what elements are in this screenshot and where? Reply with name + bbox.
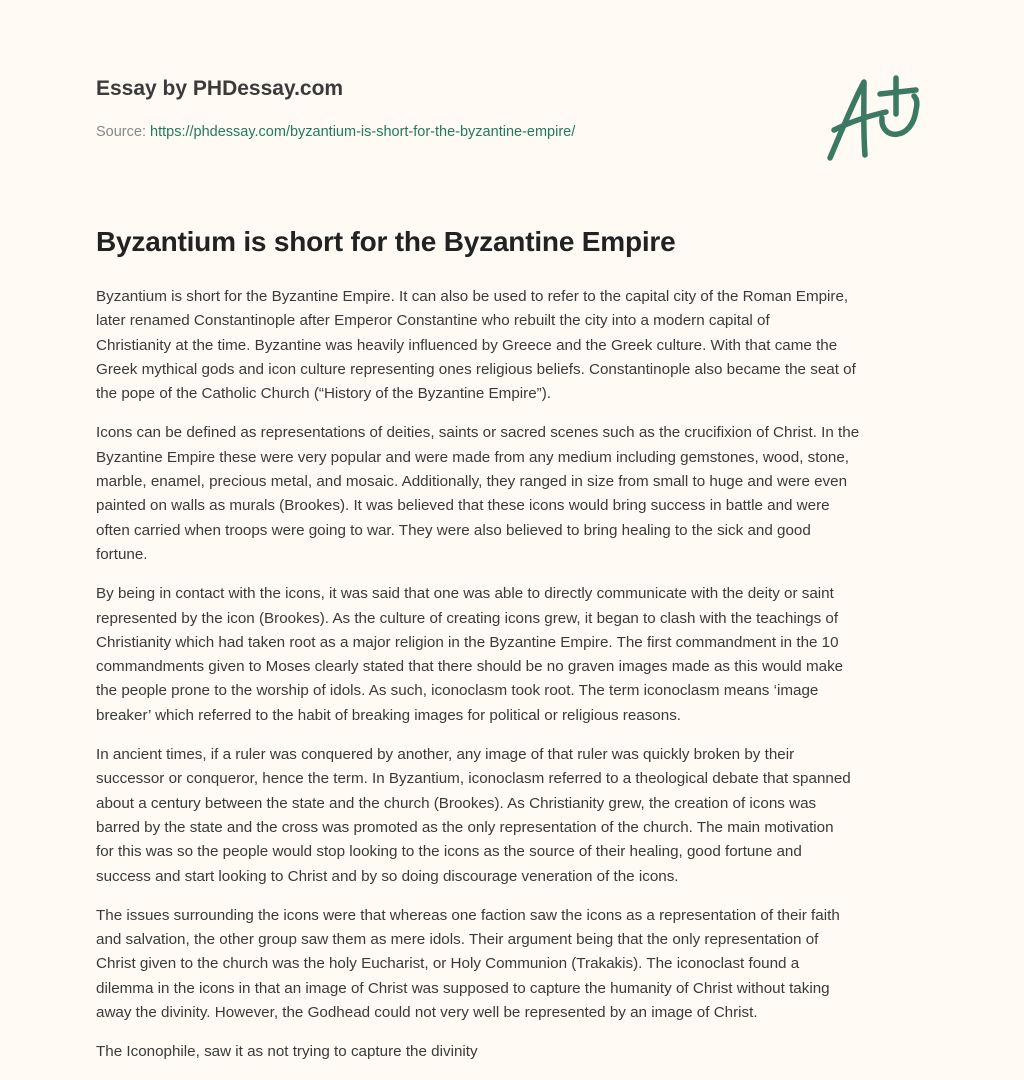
paragraph-line: By being in contact with the icons, it was said that one was able to directly communicate with the deity or saint: [96, 585, 834, 603]
essay-body: [96, 285, 936, 1080]
paragraph-line: commandments given to Moses clearly stated that there should be no graven images made as this would make: [96, 658, 844, 676]
essay-paragraph: [96, 285, 936, 406]
paragraph-line: painted on walls as murals (Brookes). It was believed that these icons would bring success in battle and were: [96, 497, 830, 515]
paragraph-line: dilemma in the icons in that an image of Christ was supposed to capture the humanity of Christ without taking: [96, 979, 830, 997]
paragraph-line: successor or conqueror, hence the term. In Byzantium, iconoclasm referred to a theological debate that spanned: [96, 770, 851, 788]
paragraph-line: Byzantine Empire these were very popular and were made from any medium including gemstones, wood, stone,: [96, 448, 850, 466]
paragraph-line: marble, enamel, precious metal, and mosaic. Additionally, they ranged in size from small to huge and were even: [96, 473, 848, 491]
paragraph-line: Byzantium is short for the Byzantine Empire. It can also be used to refer to the capital city of the Roman Empire,: [96, 288, 849, 305]
paragraph-line: Christianity at the time. Byzantine was heavily influenced by Greece and the Greek culture. With that came the: [96, 336, 838, 354]
paragraph-line: Christ given to the church was the holy Eucharist, or Holy Communion (Trakakis). The iconoclast found a: [96, 955, 800, 973]
paragraph-line: In ancient times, if a ruler was conquered by another, any image of that ruler was quickly broken by their: [96, 746, 795, 764]
essay-paragraph: [96, 582, 936, 728]
paragraph-line: Christianity which had taken root as a major religion in the Byzantine Empire. The first commandment in the 10: [96, 633, 839, 651]
essay-paragraph: [96, 1040, 936, 1064]
paragraph-line: for this was so the people would stop looking to the icons as the source of their healing, good fortune and: [96, 843, 802, 861]
paragraph-line: about a century between the state and the church (Brookes). As Christianity grew, the creation of icons was: [96, 794, 817, 812]
paragraph-line: often carried when troops were going to war. They were also believed to bring healing to the sick and good: [96, 521, 811, 539]
paragraph-line: Icons can be defined as representations of deities, saints or sacred scenes such as the crucifixion of Christ. In the: [96, 424, 860, 442]
paragraph-line: the pope of the Catholic Church (“History of the Byzantine Empire”).: [96, 385, 551, 403]
paragraph-line: barred by the state and the cross was promoted as the only representation of the church. The main motivation: [96, 818, 834, 836]
paragraph-line: The Iconophile, saw it as not trying to capture the divinity: [96, 1043, 478, 1061]
paragraph-line: away the divinity. However, the Godhead could not very well be represented by an image of Christ.: [96, 1004, 758, 1022]
paragraph-line: breaker’ which referred to the habit of breaking images for political or religious reasons.: [96, 706, 682, 724]
paragraph-line: and salvation, the other group saw them as mere idols. Their argument being that the only representation of: [96, 931, 819, 949]
source-line: [96, 124, 575, 140]
site-brand: Essay by PHDessay.com: [96, 77, 344, 100]
a-plus-logo-icon: [820, 70, 930, 170]
essay-title: Byzantium is short for the Byzantine Empire: [96, 226, 676, 257]
source-label: Source:: [96, 124, 146, 140]
paragraph-line: later renamed Constantinople after Emperor Constantine who rebuilt the city into a modern capital of: [96, 312, 770, 330]
paragraph-line: Greek mythical gods and icon culture representing ones religious beliefs. Constantinople also became the seat of: [96, 360, 856, 378]
paragraph-line: The issues surrounding the icons were that whereas one faction saw the icons as a representation of their faith: [96, 906, 840, 924]
source-link[interactable]: https://phdessay.com/byzantium-is-short-for-the-byzantine-empire/: [150, 124, 576, 140]
essay-paragraph: [96, 743, 936, 889]
paragraph-line: the people prone to the worship of idols. As such, iconoclasm took root. The term iconoclasm means ‘image: [96, 682, 819, 700]
essay-paragraph: [96, 904, 936, 1025]
essay-paragraph: [96, 421, 936, 567]
paragraph-line: represented by the icon (Brookes). As the culture of creating icons grew, it began to clash with the teachings of: [96, 609, 839, 627]
paragraph-line: success and start looking to Christ and by so doing discourage veneration of the icons.: [96, 867, 679, 885]
paragraph-line: fortune.: [96, 545, 148, 563]
